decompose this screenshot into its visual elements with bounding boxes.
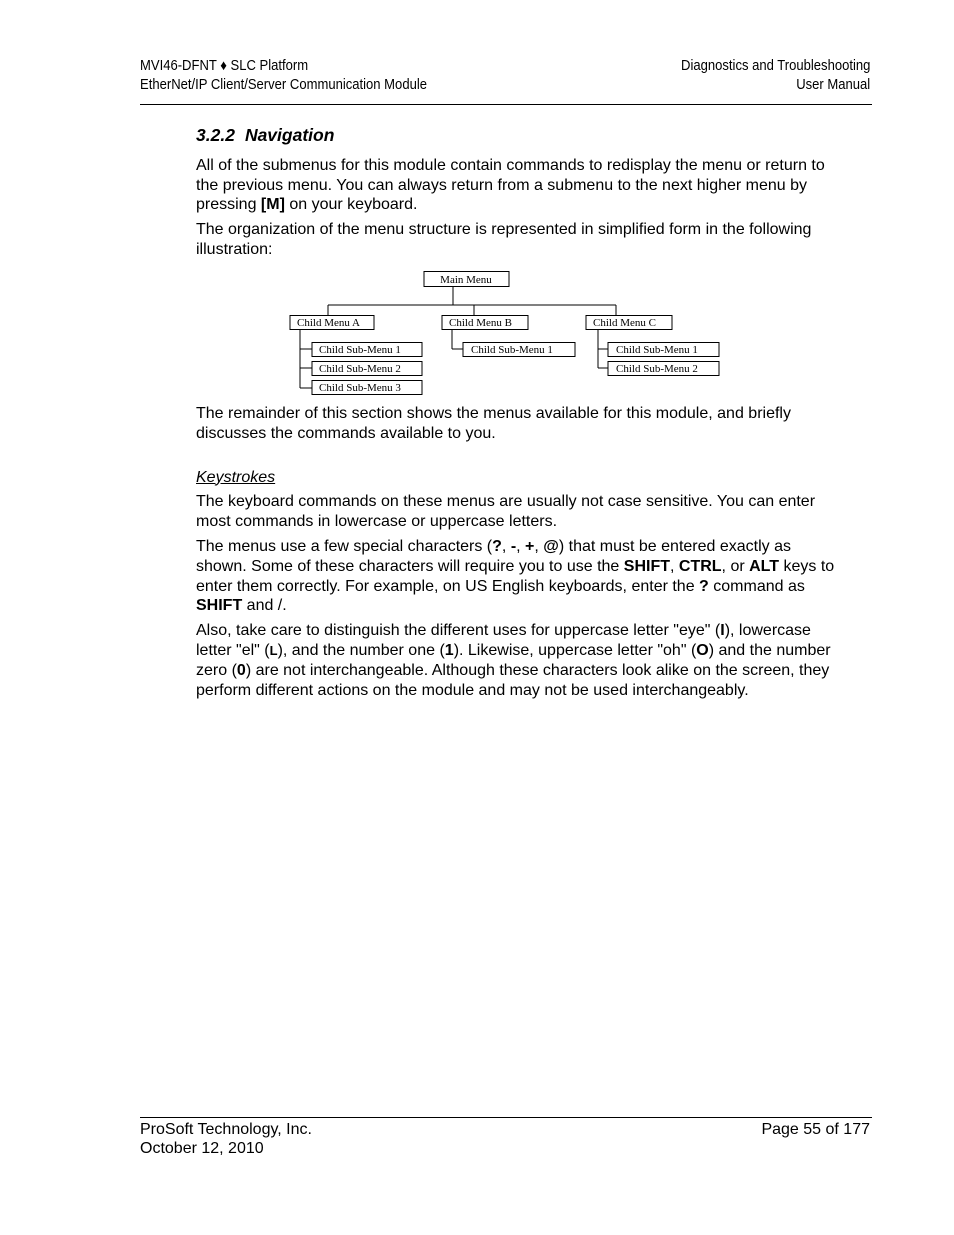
char-zero: 0 (236, 661, 246, 679)
text-span: , (501, 537, 511, 555)
char-question: ? (492, 537, 502, 555)
paragraph-organization: The organization of the menu structure is represented in simplified form in the following illustration: (196, 221, 812, 258)
text-span: Also, take care to distinguish the different uses for uppercase letter "eye" ( (196, 622, 721, 640)
text-span: ), lowercase letter "el" ( (196, 622, 811, 659)
text-span: on your keyboard. (284, 196, 418, 214)
diagram-boxes (290, 272, 719, 395)
label-child-menu-a: Child Menu A (297, 317, 360, 329)
char-uppercase-i: I (720, 622, 725, 640)
body-block (196, 404, 836, 705)
header-left-line2: EtherNet/IP Client/Server Communication Module (140, 77, 427, 93)
text-span: ) are not interchangeable. Although these characters look alike on the screen, they perform different actions on the module and may not be used interchangeably. (196, 661, 830, 699)
menu-structure-diagram (280, 268, 730, 400)
text-span: , (670, 557, 679, 575)
char-dash: - (510, 537, 517, 555)
key-alt: ALT (749, 557, 780, 575)
text-span: ). Likewise, uppercase letter "oh" ( (453, 641, 697, 659)
text-span: ) and the number zero ( (196, 641, 831, 679)
header-right-line1: Diagnostics and Troubleshooting (680, 58, 870, 74)
char-plus: + (525, 537, 535, 555)
header-right-line2: User Manual (796, 77, 870, 93)
section-number: 3.2.2 (196, 125, 235, 145)
text-span: ), and the number one ( (277, 641, 445, 659)
text-span: All of the submenus for this module contain commands to redisplay the menu or return to the previous menu. You can always return from a submenu to the next higher menu by pressing (196, 156, 825, 214)
paragraph-distinguish-characters (196, 621, 836, 700)
text-span: and /. (242, 597, 287, 615)
text-span: command as (708, 577, 805, 595)
text-span: , (516, 537, 526, 555)
paragraph-case-sensitivity: The keyboard commands on these menus are usually not case sensitive. You can enter most commands in lowercase or uppercase letters. (196, 493, 816, 531)
char-question: ? (699, 577, 709, 595)
char-uppercase-o: O (696, 641, 709, 659)
intro-block (196, 126, 836, 265)
footer-company: ProSoft Technology, Inc. (140, 1121, 312, 1138)
text-span: ) that must be entered exactly as shown. Some of these characters will require you to use the (196, 537, 791, 575)
key-ctrl: CTRL (678, 557, 722, 575)
label-a-submenu-3: Child Sub-Menu 3 (319, 382, 401, 394)
text-span: The menus use a few special characters ( (196, 537, 493, 555)
paragraph-special-characters (196, 537, 836, 616)
paragraph-remainder: The remainder of this section shows the menus available for this module, and briefly discusses the commands available to you. (196, 405, 791, 442)
key-shift: SHIFT (623, 557, 670, 575)
label-b-submenu-1: Child Sub-Menu 1 (471, 344, 553, 356)
label-child-menu-c: Child Menu C (593, 317, 656, 329)
header-left-line1: MVI46-DFNT ♦ SLC Platform (140, 58, 309, 74)
label-main-menu: Main Menu (440, 274, 492, 286)
footer-rule (140, 1117, 872, 1118)
char-one: 1 (444, 641, 454, 659)
text-span: , (534, 537, 544, 555)
section-heading (196, 126, 836, 146)
label-a-submenu-1: Child Sub-Menu 1 (319, 344, 401, 356)
text-span: keys to enter them correctly. For example, on US English keyboards, enter the (196, 557, 835, 595)
header-rule (140, 104, 872, 105)
label-c-submenu-1: Child Sub-Menu 1 (616, 344, 698, 356)
label-a-submenu-2: Child Sub-Menu 2 (319, 363, 401, 375)
key-shift: SHIFT (196, 597, 243, 615)
label-c-submenu-2: Child Sub-Menu 2 (616, 363, 698, 375)
footer-page-number: Page 55 of 177 (761, 1121, 870, 1138)
footer-date: October 12, 2010 (140, 1140, 264, 1157)
paragraph-submenus (196, 156, 836, 215)
char-lowercase-l: L (269, 642, 278, 658)
char-at: @ (543, 537, 559, 555)
text-span: , or (721, 557, 750, 575)
keystrokes-heading: Keystrokes (196, 468, 276, 486)
label-child-menu-b: Child Menu B (449, 317, 512, 329)
section-title: Navigation (244, 125, 335, 145)
key-m: [M] (260, 196, 285, 214)
